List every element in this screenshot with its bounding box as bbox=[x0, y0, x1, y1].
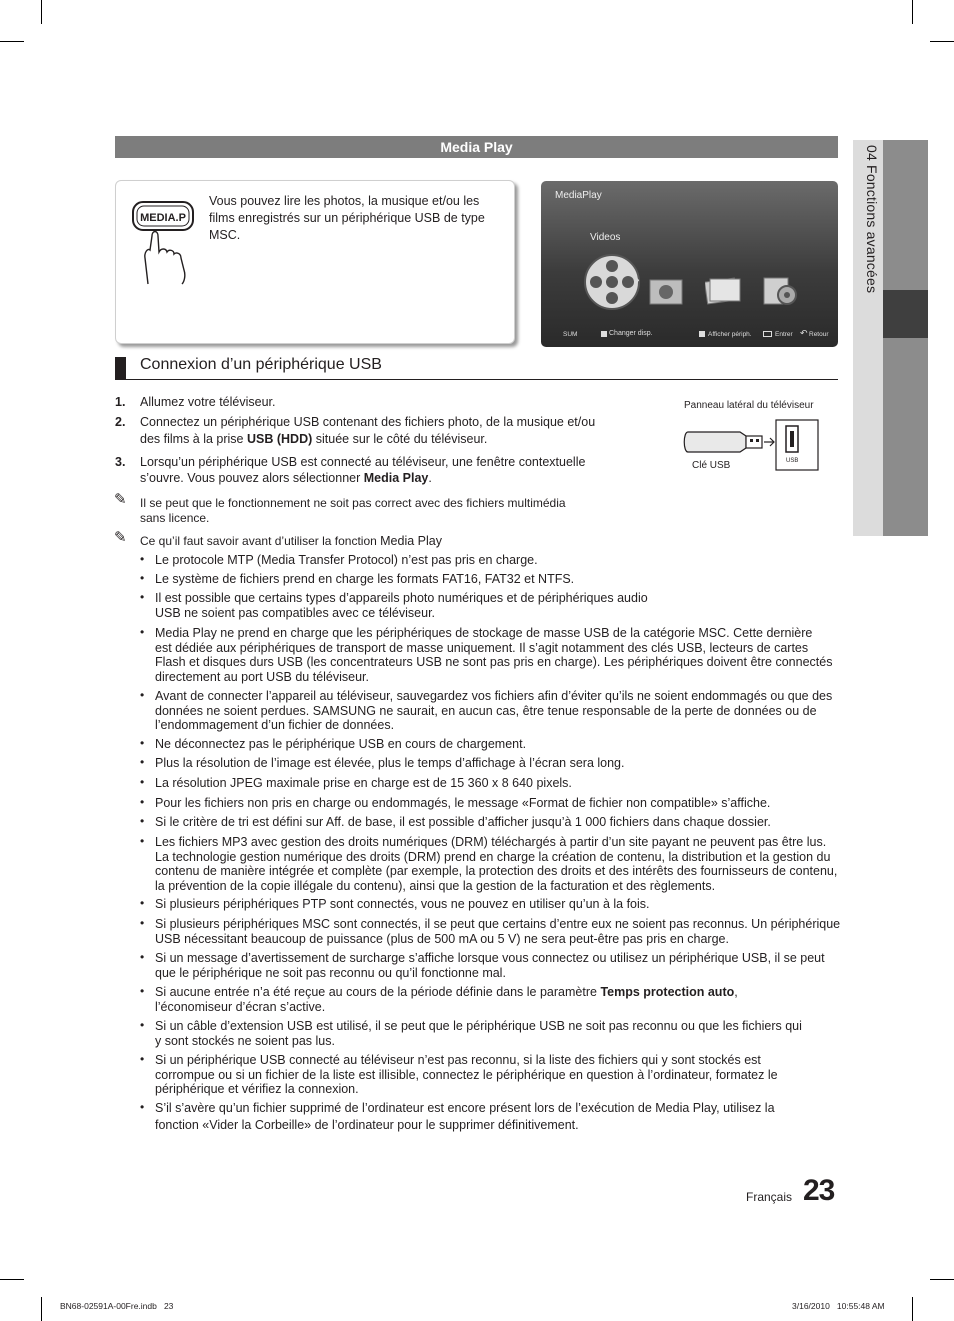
bullet-text: Le protocole MTP (Media Transfer Protocol) n’est pas pris en charge. bbox=[155, 553, 538, 567]
section-marker bbox=[115, 357, 126, 379]
step-text: Allumez votre téléviseur. bbox=[140, 395, 276, 409]
screen-footer-change: Changer disp. bbox=[609, 330, 653, 337]
bullet-text: Si un câble d’extension USB est utilisé, il se peut que le périphérique USB ne soit pas reconnu ou que les fichiers qui bbox=[155, 1019, 802, 1033]
chapter-tab-marker bbox=[883, 290, 928, 338]
mediaplay-screenshot bbox=[541, 181, 838, 347]
bullet-text: périphérique et vérifiez la connexion. bbox=[155, 1082, 359, 1096]
bullet-icon: • bbox=[140, 834, 145, 848]
usb-port-label: USB bbox=[786, 458, 799, 464]
remote-button-hand-icon bbox=[130, 196, 200, 286]
bullet-text: y sont stockés ne soient pas lus. bbox=[155, 1033, 335, 1048]
bullet-icon: • bbox=[140, 814, 145, 828]
crop-mark bbox=[0, 41, 24, 42]
footer-datetime: 3/16/2010 10:55:48 AM bbox=[792, 1301, 885, 1311]
bullet-text: USB nécessitant beaucoup de puissance (plus de 500 mA ou 5 V) ne sera peut-être pas pris en charge. bbox=[155, 931, 729, 946]
chapter-label: 04 Fonctions avancées bbox=[864, 145, 880, 294]
screen-footer-sum: SUM bbox=[563, 331, 578, 338]
crop-mark bbox=[930, 41, 954, 42]
bullet-text: Ne déconnectez pas le périphérique USB en cours de chargement. bbox=[155, 737, 527, 751]
bullet-text: Si aucune entrée n’a été reçue au cours de la période définie dans le paramètre Temps protection auto, bbox=[155, 985, 738, 999]
step-number: 3. bbox=[115, 455, 126, 469]
bullet-text: Avant de connecter l’appareil au téléviseur, sauvegardez vos fichiers afin d’éviter qu’ils ne soient endommagés ou que des bbox=[155, 689, 833, 703]
film-reel-icon bbox=[583, 253, 641, 311]
bullet-text: Si plusieurs périphériques MSC sont connectés, il se peut que certains d’entre eux ne soient pas reconnus. Un périphérique bbox=[155, 917, 841, 931]
return-icon: ↶ bbox=[800, 328, 808, 338]
bullet-icon: • bbox=[140, 1100, 145, 1114]
bullet-text: Pour les fichiers non pris en charge ou endommagés, le message «Format de fichier non compatible» s’affiche. bbox=[155, 796, 771, 810]
step-text: Lorsqu’un périphérique USB est connecté au téléviseur, une fenêtre contextuelle bbox=[140, 455, 586, 469]
bullet-text: La résolution JPEG maximale prise en charge est de 15 360 x 8 640 pixels. bbox=[155, 776, 572, 790]
media-p-label: MEDIA.P bbox=[140, 212, 186, 224]
bullet-text: l’économiseur d’écran s’active. bbox=[155, 999, 326, 1014]
bullet-text: Si un message d’avertissement de surcharge s’affiche lorsque vous connectez ou utilisez un périphérique USB, il se peut bbox=[155, 951, 825, 965]
note-text: sans licence. bbox=[140, 511, 210, 525]
step-text: s’ouvre. Vous pouvez alors sélectionner Media Play. bbox=[140, 471, 432, 485]
bullet-icon: • bbox=[140, 916, 145, 930]
footer-language: Français bbox=[746, 1190, 793, 1204]
step-text: Connectez un périphérique USB contenant des fichiers photo, de la musique et/ou bbox=[140, 415, 596, 429]
screen-category: Videos bbox=[590, 232, 621, 243]
step-number: 1. bbox=[115, 395, 126, 409]
usb-key-label: Clé USB bbox=[692, 460, 731, 471]
settings-gear-icon bbox=[763, 275, 799, 307]
bullet-icon: • bbox=[140, 896, 145, 910]
bold-term: Temps protection auto bbox=[600, 985, 735, 999]
bullet-text: corrompue ou si un fichier de la liste est illisible, connectez le périphérique en question à l’ordinateur, formatez le bbox=[155, 1067, 778, 1082]
crop-mark bbox=[912, 0, 913, 24]
bullet-text: Les fichiers MP3 avec gestion des droits numériques (DRM) téléchargés à partir d’un site payant ne peuvent pas être lus. bbox=[155, 835, 827, 849]
bullet-text: Plus la résolution de l’image est élevée, plus le temps d’affichage à l’écran sera long. bbox=[155, 756, 625, 770]
bullet-icon: • bbox=[140, 590, 145, 604]
bullet-text: Si un périphérique USB connecté au téléviseur n’est pas reconnu, si la liste des fichiers qui y sont stockés est bbox=[155, 1053, 761, 1067]
bullet-icon: • bbox=[140, 552, 145, 566]
bullet-text: USB ne soient pas compatibles avec ce téléviseur. bbox=[155, 605, 436, 620]
section-header: Media Play bbox=[115, 136, 838, 158]
section-title: Connexion d’un périphérique USB bbox=[140, 356, 382, 373]
bullet-text: La technologie gestion numérique des droits (DRM) prend en charge la création de contenu, la distribution et la gestion du bbox=[155, 849, 831, 864]
step-text: des films à la prise USB (HDD) située sur le côté du téléviseur. bbox=[140, 432, 488, 446]
bullet-text: contenu de manière intégrée et complète (par exemple, la protection des droits et des intérêts des fournisseurs de contenu, bbox=[155, 864, 838, 878]
bullet-icon: • bbox=[140, 795, 145, 809]
bullet-icon: • bbox=[140, 736, 145, 750]
page-number: 23 bbox=[803, 1174, 835, 1207]
bullet-text: Il est possible que certains types d’appareils photo numériques et de périphériques audio bbox=[155, 591, 648, 605]
bullet-text: est dédiée aux périphériques de transport de masse uniquement. Il s’agit notamment des clés USB, lecteurs de cartes bbox=[155, 640, 809, 655]
camera-photo-icon bbox=[649, 277, 683, 305]
note-text: Il se peut que le fonctionnement ne soit pas correct avec des fichiers multimédia bbox=[140, 496, 566, 510]
crop-mark bbox=[930, 1279, 954, 1280]
note-text: Ce qu’il faut savoir avant d’utiliser la fonction Media Play bbox=[140, 534, 442, 548]
chevron-right-icon: › bbox=[635, 271, 640, 287]
bullet-text: Flash et disques durs USB (les concentrateurs USB ne sont pas pris en charge). Les périphériques doivent être connectés bbox=[155, 655, 833, 669]
bullet-text: la prévention de la copie illégale du contenu), ainsi que la gestion de la facturation et des règlements. bbox=[155, 878, 716, 893]
bullet-text: que le périphérique ne soit pas reconnu ou qu’il fonctionne mal. bbox=[155, 965, 506, 980]
note-pencil-icon: ✎ bbox=[114, 529, 127, 546]
crop-mark bbox=[41, 1297, 42, 1321]
screen-footer-show: Afficher périph. bbox=[708, 331, 752, 338]
screen-footer-back: Retour bbox=[809, 331, 829, 338]
crop-mark bbox=[0, 1279, 24, 1280]
bullet-icon: • bbox=[140, 1018, 145, 1032]
crop-mark bbox=[41, 0, 42, 24]
bullet-text: fonction «Vider la Corbeille» de l’ordinateur pour le supprimer définitivement. bbox=[155, 1118, 579, 1132]
photos-icon bbox=[705, 275, 741, 305]
footer-file: BN68-02591A-00Fre.indb 23 bbox=[60, 1301, 174, 1311]
bullet-icon: • bbox=[140, 1052, 145, 1066]
a-button-icon bbox=[601, 331, 607, 337]
panel-label: Panneau latéral du téléviseur bbox=[684, 400, 814, 411]
bullet-icon: • bbox=[140, 775, 145, 789]
bullet-text: S’il s’avère qu’un fichier supprimé de l’ordinateur est encore présent lors de l’exécution de Media Play, utilisez la bbox=[155, 1101, 775, 1115]
bullet-text: Si plusieurs périphériques PTP sont connectés, vous ne pouvez en utiliser qu’un à la fois. bbox=[155, 897, 650, 911]
info-text: Vous pouvez lire les photos, la musique et/ou les films enregistrés sur un périphérique USB de type MSC. bbox=[209, 194, 485, 242]
screen-title: MediaPlay bbox=[555, 190, 602, 201]
bullet-text: Si le critère de tri est défini sur Aff. de base, il est possible d’afficher jusqu’à 1 000 fichiers dans chaque dossier. bbox=[155, 815, 771, 829]
crop-mark bbox=[912, 1297, 913, 1321]
bullet-icon: • bbox=[140, 688, 145, 702]
bullet-icon: • bbox=[140, 625, 145, 639]
bullet-text: directement au port USB du téléviseur. bbox=[155, 669, 370, 684]
bullet-icon: • bbox=[140, 755, 145, 769]
bullet-text: Media Play ne prend en charge que les périphériques de stockage de masse USB de la catégorie MSC. Cette dernière bbox=[155, 626, 813, 640]
bullet-text: l’endommagement d’un fichier de données. bbox=[155, 718, 395, 732]
chapter-tab-strip bbox=[883, 140, 928, 536]
bullet-icon: • bbox=[140, 571, 145, 585]
note-pencil-icon: ✎ bbox=[114, 491, 127, 508]
bullet-text: Le système de fichiers prend en charge les formats FAT16, FAT32 et NTFS. bbox=[155, 572, 575, 586]
bullet-icon: • bbox=[140, 950, 145, 964]
bullet-icon: • bbox=[140, 984, 145, 998]
screen-footer-enter: Entrer bbox=[775, 331, 793, 338]
d-button-icon bbox=[699, 331, 705, 337]
step-number: 2. bbox=[115, 415, 126, 429]
bullet-text: données ne soient perdues. SAMSUNG ne saurait, en aucun cas, être tenue responsable de la perte de données ou de bbox=[155, 703, 817, 718]
enter-icon bbox=[763, 331, 772, 337]
